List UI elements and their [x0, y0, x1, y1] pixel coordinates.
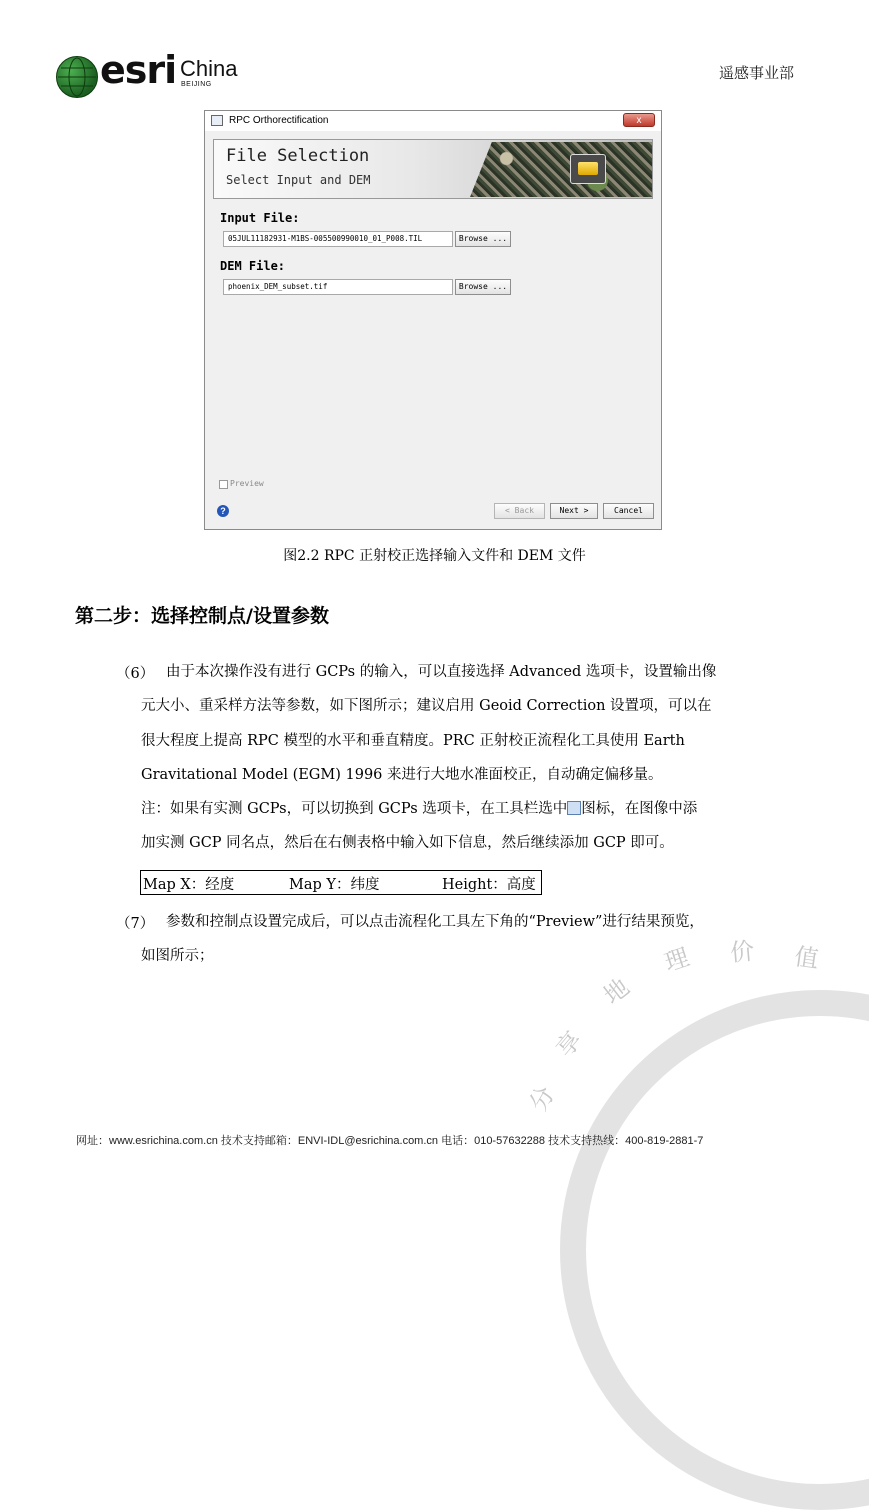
table-cell: Map Y：纬度 — [289, 877, 380, 893]
window-icon — [211, 115, 223, 126]
help-icon[interactable]: ? — [217, 505, 229, 517]
back-button[interactable]: < Back — [494, 503, 545, 519]
note-text: 图标，在图像中添 — [581, 801, 698, 817]
dialog-titlebar — [205, 111, 661, 131]
folder-icon — [570, 154, 606, 184]
step-6-line: 元大小、重采样方法等参数，如下图所示；建议启用 Geoid Correction 设置项，可以在 — [141, 698, 712, 714]
dem-file-label: DEM File: — [220, 259, 286, 273]
add-gcp-icon — [567, 801, 581, 815]
note-text: 注：如果有实测 GCPs，可以切换到 GCPs 选项卡，在工具栏选中 — [141, 801, 568, 817]
dem-file-field[interactable]: phoenix_DEM_subset.tif — [223, 279, 453, 295]
input-file-field[interactable]: 05JUL11182931-M1BS-005500990010_01_P008.TIL — [223, 231, 453, 247]
file-selection-banner — [213, 139, 653, 199]
step-6-number: （6） — [116, 666, 155, 682]
section-heading: 第二步：选择控制点/设置参数 — [75, 605, 329, 627]
banner-title: File Selection — [226, 146, 370, 166]
dialog-title: RPC Orthorectification — [229, 115, 329, 126]
step-6-line: 很大程度上提高 RPC 模型的水平和垂直精度。PRC 正射校正流程化工具使用 Earth — [141, 733, 685, 749]
logo-china-text: China — [180, 56, 238, 81]
rpc-orthorectification-dialog — [204, 110, 662, 530]
satellite-image-thumbnail — [470, 142, 652, 197]
input-browse-button[interactable]: Browse ... — [455, 231, 511, 247]
esri-globe-icon — [56, 56, 98, 98]
watermark-char: 地 — [598, 973, 635, 1010]
banner-subtitle: Select Input and DEM — [226, 173, 371, 187]
note-line — [141, 792, 794, 827]
page-footer: 网址：www.esrichina.com.cn 技术支持邮箱：ENVI-IDL@esrichina.com.cn 电话：010-57632288 技术支持热线：400-819-2881-7 — [76, 1135, 704, 1147]
note-line: 加实测 GCP 同名点，然后在右侧表格中输入如下信息，然后继续添加 GCP 即可。 — [141, 835, 674, 851]
cancel-button[interactable]: Cancel — [603, 503, 654, 519]
step-6-line: Gravitational Model (EGM) 1996 来进行大地水准面校正，自动确定偏移量。 — [141, 767, 663, 783]
step-6-line: 由于本次操作没有进行 GCPs 的输入，可以直接选择 Advanced 选项卡，设置输出像 — [166, 664, 717, 680]
watermark-globe — [560, 990, 869, 1510]
logo-beijing-text: BEIJING — [181, 81, 212, 88]
step-7-line: 参数和控制点设置完成后，可以点击流程化工具左下角的“Preview”进行结果预览， — [166, 914, 704, 930]
step-7-line: 如图所示； — [141, 948, 214, 964]
figure-caption: 图2.2 RPC 正射校正选择输入文件和 DEM 文件 — [283, 548, 586, 564]
close-button[interactable]: x — [623, 113, 655, 127]
table-cell: Map X：经度 — [143, 877, 235, 893]
watermark-char: 理 — [661, 942, 693, 977]
next-button[interactable]: Next > — [550, 503, 598, 519]
preview-label: Preview — [230, 479, 264, 488]
watermark-char: 价 — [729, 936, 756, 967]
dem-browse-button[interactable]: Browse ... — [455, 279, 511, 295]
watermark-char: 分 — [524, 1081, 561, 1117]
department-label: 遥感事业部 — [718, 64, 794, 82]
preview-checkbox[interactable] — [219, 480, 228, 489]
step-7-number: （7） — [116, 916, 155, 932]
table-cell: Height：高度 — [442, 877, 536, 893]
gcp-info-table — [140, 870, 542, 895]
input-file-label: Input File: — [220, 211, 300, 225]
watermark-char: 享 — [550, 1025, 588, 1063]
watermark-char: 值 — [792, 942, 821, 974]
logo-esri-text: esri — [100, 48, 177, 92]
